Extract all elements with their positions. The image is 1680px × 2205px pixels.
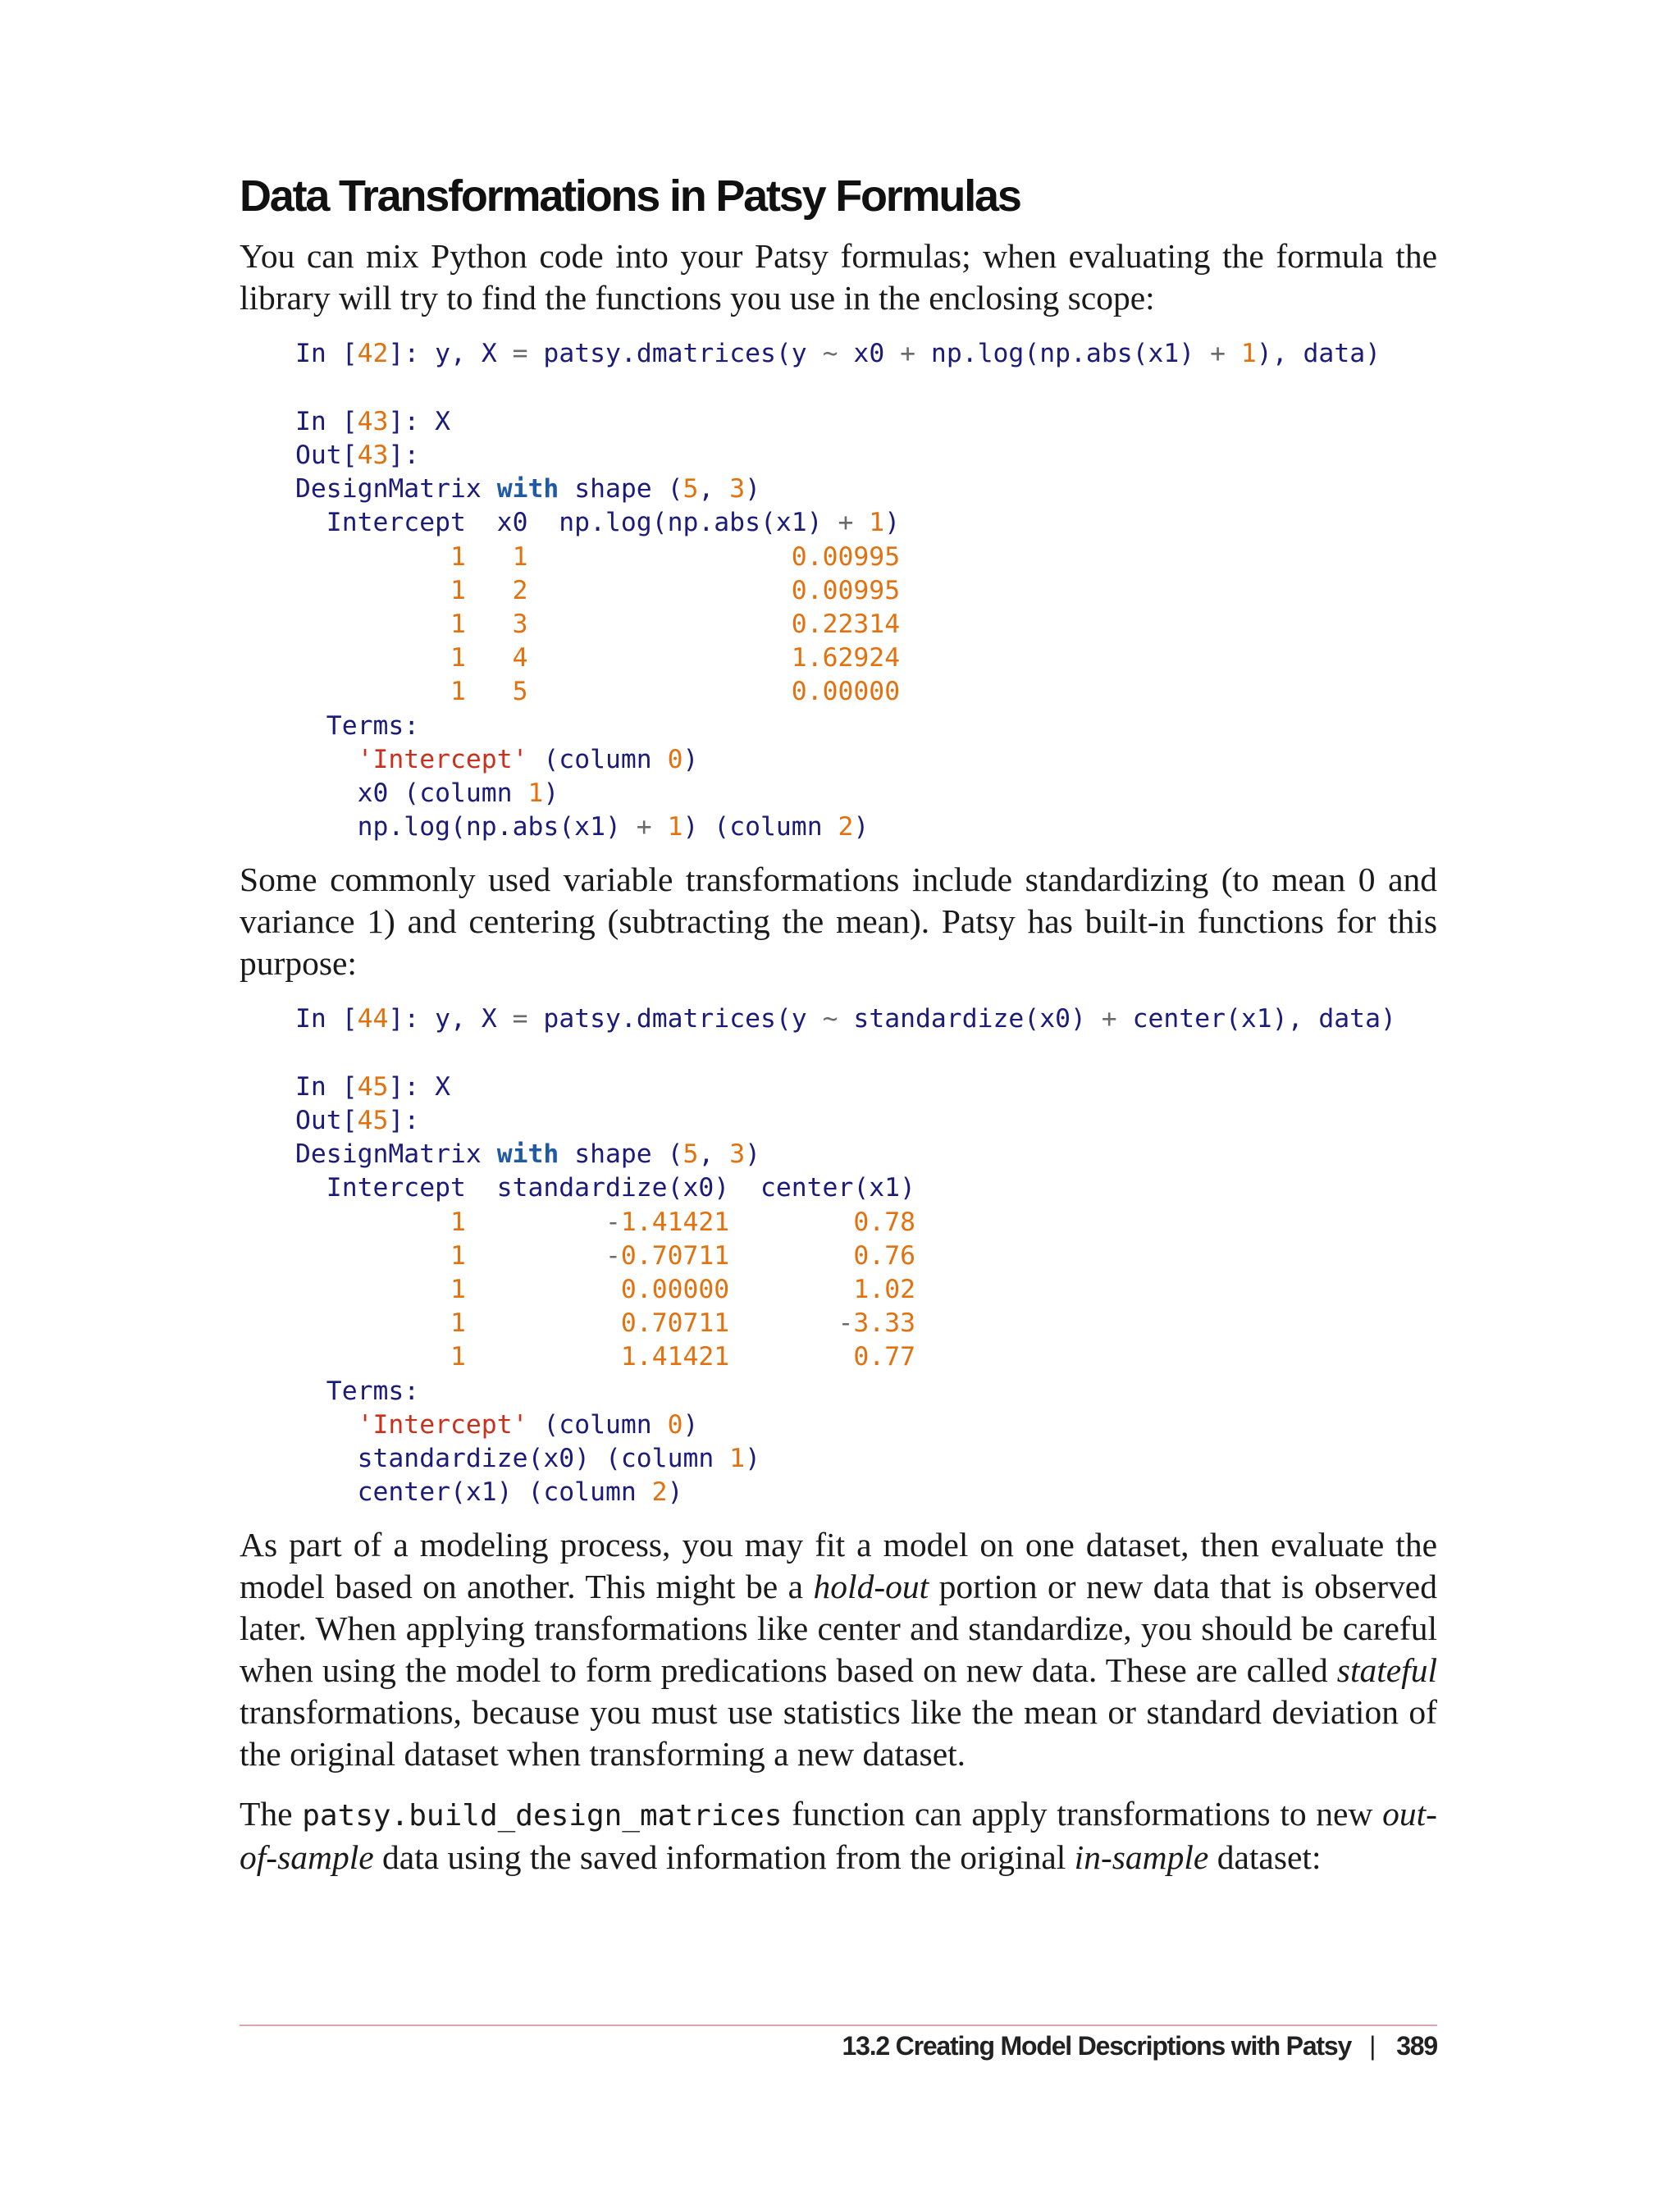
paragraph-2: Some commonly used variable transformations include standardizing (to mean 0 and variance 1) and centering (subtracting the mean). Patsy has built-in functions for this purpose: [240,861,1437,983]
code-block-1: In [42]: y, X = patsy.dmatrices(y ~ x0 + np.log(np.abs(x1) + 1), data) In [43]: X Out[43]: DesignMatrix with shape (5, 3) Intercept x0 np.log(np.abs(x1) + 1) 1 1 0.00995 1 2 0.00995 1 3 0.22314 1 4 1.62924 1 5 0.00000 Terms: 'Intercept' (column 0) x0 (column 1) np.log(np.abs(x1) + 1) (column 2) [295,339,1381,842]
running-footer [842,2031,1438,2061]
inline-code: patsy.build_design_matrices [302,1799,783,1833]
text-run: data using the saved information from the original [373,1838,1075,1877]
text-run: The [240,1795,303,1833]
paragraph-1: You can mix Python code into your Patsy formulas; when evaluating the formula the library will try to find the functions you use in the enclosing scope: [240,237,1437,317]
paragraph-4 [240,1793,1437,1879]
text-run: As part of a modeling process, you may fit a model on one dataset, then evaluate the model based on another. This might be a [240,1526,1437,1606]
code-block-2: In [44]: y, X = patsy.dmatrices(y ~ standardize(x0) + center(x1), data) In [45]: X Out[45]: DesignMatrix with shape (5, 3) Intercept standardize(x0) center(x1) 1 -1.41421 0.78 1 -0.70711 0.76 1 0.00000 1.02 1 0.70711 -3.33 1 1.41421 0.77 Terms: 'Intercept' (column 0) standardize(x0) (column 1) center(x1) (column 2) [295,1004,1396,1508]
text-run: function can apply transformations to new [782,1795,1383,1833]
text-run: transformations, because you must use statistics like the mean or standard deviation of the original dataset when transforming a new dataset. [240,1693,1437,1774]
footer-rule [240,2025,1437,2026]
paragraph-3 [240,1524,1437,1775]
emphasis-stateful: stateful [1336,1651,1437,1690]
page-number: 389 [1396,2031,1437,2061]
section-title: Data Transformations in Patsy Formulas [240,171,1020,221]
text-run: portion or new data that is observed later. When applying transformations like center and standardize, you should be careful when using the model to form predications based on new data. These are called [240,1568,1437,1690]
footer-separator: | [1369,2031,1376,2061]
emphasis-out-of-sample: out-of-sample [240,1795,1437,1877]
emphasis-in-sample: in-sample [1074,1838,1209,1877]
text-run: dataset: [1208,1838,1322,1877]
page-content [240,172,1437,1879]
footer-chapter: 13.2 Creating Model Descriptions with Patsy [842,2031,1352,2061]
emphasis-hold-out: hold-out [813,1568,929,1606]
